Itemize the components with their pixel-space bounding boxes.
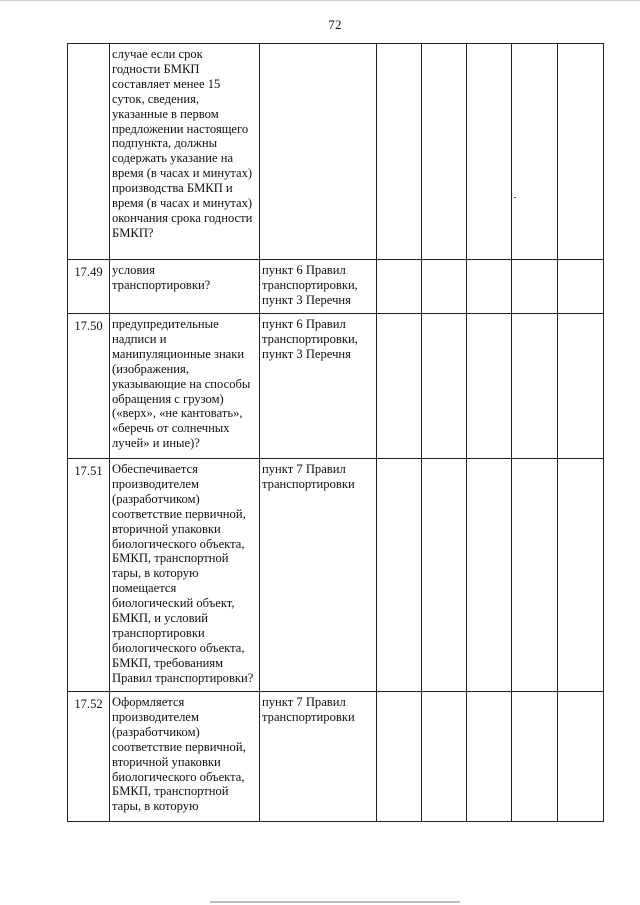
answer-yes-cell <box>377 44 422 260</box>
empty-cell <box>512 692 558 822</box>
row-number: 17.49 <box>74 265 103 279</box>
answer-na-cell <box>467 260 512 314</box>
reference-text: пункт 7 Правил транспортировки <box>262 695 355 724</box>
question-cell <box>110 44 260 260</box>
requirements-table <box>67 43 604 822</box>
row-number-cell <box>68 692 110 822</box>
answer-no-cell <box>422 459 467 692</box>
question-cell <box>110 314 260 459</box>
reference-text: пункт 6 Правил транспортировки, пункт 3 Перечня <box>262 317 358 361</box>
note-cell <box>558 44 604 260</box>
question-text: случае если срок годности БМКП составляет менее 15 суток, сведения, указанные в первом предложении настоящего подпункта, должны содержать указание на время (в часах и минутах) производства БМКП и время (в часах и минутах) окончания срока годности БМКП? <box>112 47 253 240</box>
table-row <box>68 44 604 260</box>
answer-no-cell <box>422 314 467 459</box>
empty-cell <box>512 314 558 459</box>
row-number-cell <box>68 260 110 314</box>
note-cell <box>558 260 604 314</box>
row-number: 17.51 <box>74 464 103 478</box>
answer-yes-cell <box>377 314 422 459</box>
answer-yes-cell <box>377 459 422 692</box>
scan-bottom-edge <box>210 901 460 903</box>
note-cell <box>558 692 604 822</box>
question-cell <box>110 692 260 822</box>
table-row <box>68 692 604 822</box>
answer-na-cell <box>467 692 512 822</box>
table-row <box>68 459 604 692</box>
row-number-cell <box>68 459 110 692</box>
answer-na-cell <box>467 314 512 459</box>
question-cell <box>110 459 260 692</box>
answer-no-cell <box>422 44 467 260</box>
answer-na-cell <box>467 459 512 692</box>
question-text: Оформляется производителем (разработчиком) соответствие первичной, вторичной упаковки биологического объекта, БМКП, транспортной тары, в которую <box>112 695 246 814</box>
question-text: условия транспортировки? <box>112 263 211 292</box>
scan-speck <box>514 197 516 198</box>
row-number-cell <box>68 44 110 260</box>
reference-cell <box>260 314 377 459</box>
table-row <box>68 260 604 314</box>
empty-cell <box>512 44 558 260</box>
reference-cell <box>260 44 377 260</box>
empty-cell <box>512 260 558 314</box>
answer-yes-cell <box>377 260 422 314</box>
reference-text: пункт 7 Правил транспортировки <box>262 462 355 491</box>
note-cell <box>558 314 604 459</box>
question-text: Обеспечивается производителем (разработчиком) соответствие первичной, вторичной упаковки биологического объекта, БМКП, транспортной тары, в которую помещается биологический объект, БМКП, и условий транспортировки биологического объекта, БМКП, требованиям Правил транспортировки? <box>112 462 254 685</box>
question-text: предупредительные надписи и манипуляционные знаки (изображения, указывающие на способы обращения с грузом) («верх», «не кантовать», «беречь от солнечных лучей» и иные)? <box>112 317 251 451</box>
answer-no-cell <box>422 260 467 314</box>
empty-cell <box>512 459 558 692</box>
answer-na-cell <box>467 44 512 260</box>
reference-text: пункт 6 Правил транспортировки, пункт 3 Перечня <box>262 263 358 307</box>
row-number: 17.52 <box>74 697 103 711</box>
answer-no-cell <box>422 692 467 822</box>
reference-cell <box>260 692 377 822</box>
scan-top-edge <box>0 0 640 1</box>
row-number: 17.50 <box>74 319 103 333</box>
page-number: 72 <box>328 17 342 32</box>
row-number-cell <box>68 314 110 459</box>
reference-cell <box>260 260 377 314</box>
question-cell <box>110 260 260 314</box>
reference-cell <box>260 459 377 692</box>
note-cell <box>558 459 604 692</box>
answer-yes-cell <box>377 692 422 822</box>
table-row <box>68 314 604 459</box>
